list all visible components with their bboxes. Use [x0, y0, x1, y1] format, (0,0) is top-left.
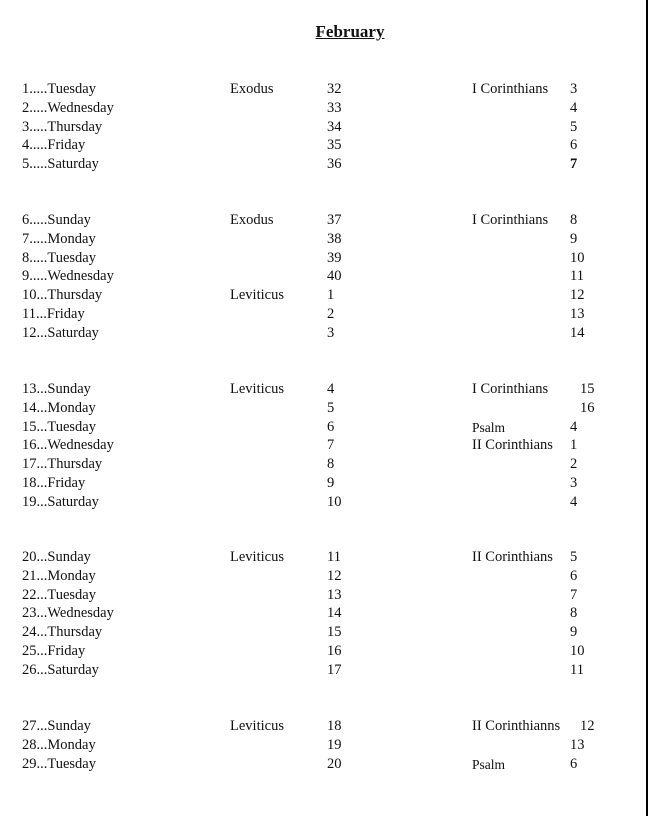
ot-chapter: 16: [327, 643, 342, 659]
day-label: 1.....Tuesday: [22, 81, 96, 97]
nt-chapter: 13: [570, 306, 585, 322]
ot-chapter: 8: [327, 456, 335, 473]
ot-book: Exodus: [230, 212, 274, 228]
nt-book: II Corinthianns: [472, 718, 561, 734]
nt-chapter: 1: [570, 437, 578, 454]
day-label: 27...Sunday: [22, 718, 91, 734]
ot-chapter: 15: [327, 624, 342, 641]
day-label: 14...Monday: [22, 399, 96, 416]
schedule-row: [0, 399, 650, 418]
schedule-row: [0, 249, 650, 268]
day-label: 22...Tuesday: [22, 586, 96, 603]
day-label: 10...Thursday: [22, 287, 103, 304]
page-title: February: [315, 22, 385, 41]
ot-chapter: 40: [327, 268, 342, 285]
schedule-row: [0, 324, 650, 343]
ot-chapter: 5: [327, 399, 335, 416]
schedule-row: [0, 755, 650, 774]
ot-chapter: 7: [327, 437, 335, 454]
ot-chapter: 10: [327, 493, 342, 510]
nt-chapter: 2: [570, 456, 578, 473]
day-label: 8.....Tuesday: [22, 249, 96, 266]
ot-chapter: 18: [327, 718, 342, 734]
nt-chapter: 12: [580, 718, 595, 734]
ot-chapter: 13: [327, 586, 342, 603]
day-label: 2.....Wednesday: [22, 99, 114, 116]
day-label: 26...Saturday: [22, 661, 99, 678]
nt-chapter: 12: [570, 287, 585, 304]
nt-chapter: 4: [570, 99, 578, 116]
ot-chapter: 4: [327, 381, 335, 397]
schedule-row: [0, 286, 650, 305]
day-label: 28...Monday: [22, 736, 96, 753]
day-label: 4.....Friday: [22, 137, 86, 154]
ot-chapter: 1: [327, 287, 335, 304]
ot-chapter: 37: [327, 212, 342, 228]
nt-chapter: 13: [570, 736, 585, 753]
ot-chapter: 38: [327, 230, 342, 247]
day-label: 15...Tuesday: [22, 418, 96, 435]
ot-chapter: 33: [327, 99, 342, 116]
schedule-row: [0, 567, 650, 586]
nt-chapter: 8: [570, 605, 578, 622]
schedule-row: [0, 155, 650, 174]
ot-book: Exodus: [230, 81, 274, 97]
ot-chapter: 35: [327, 137, 342, 154]
nt-chapter: 3: [570, 475, 578, 491]
ot-chapter: 3: [327, 324, 335, 341]
nt-chapter: 15: [580, 381, 595, 397]
schedule-row: [0, 642, 650, 661]
schedule-row: [0, 455, 650, 474]
schedule-row: [0, 474, 650, 493]
schedule-row: [0, 305, 650, 324]
day-label: 5.....Saturday: [22, 156, 99, 173]
ot-book: Leviticus: [230, 549, 284, 565]
nt-chapter: 11: [570, 661, 584, 678]
nt-chapter: 7: [570, 156, 578, 173]
schedule-row: [0, 436, 650, 455]
day-label: 9.....Wednesday: [22, 268, 114, 285]
nt-chapter: 6: [570, 755, 578, 772]
nt-chapter: 10: [570, 249, 585, 266]
nt-book: II Corinthians: [472, 549, 553, 565]
nt-book: Psalm: [472, 756, 506, 772]
nt-book: II Corinthians: [472, 437, 553, 454]
ot-chapter: 39: [327, 249, 342, 266]
ot-chapter: 17: [327, 661, 342, 678]
schedule-row: [0, 418, 650, 437]
schedule-row: [0, 230, 650, 249]
schedule-row: [0, 136, 650, 155]
nt-chapter: 9: [570, 624, 578, 641]
ot-book: Leviticus: [230, 718, 284, 734]
schedule-row: [0, 548, 650, 567]
day-label: 16...Wednesday: [22, 437, 114, 454]
ot-chapter: 19: [327, 736, 342, 753]
day-label: 7.....Monday: [22, 230, 96, 247]
schedule-row: [0, 118, 650, 137]
day-label: 29...Tuesday: [22, 755, 96, 772]
nt-chapter: 10: [570, 643, 585, 659]
nt-chapter: 6: [570, 567, 578, 584]
day-label: 19...Saturday: [22, 493, 99, 510]
day-label: 12...Saturday: [22, 324, 99, 341]
schedule-row: [0, 80, 650, 99]
schedule-row: [0, 623, 650, 642]
ot-chapter: 9: [327, 475, 335, 491]
ot-chapter: 20: [327, 755, 342, 772]
ot-chapter: 36: [327, 156, 342, 173]
day-label: 18...Friday: [22, 475, 86, 491]
day-label: 17...Thursday: [22, 456, 103, 473]
schedule-row: [0, 717, 650, 736]
day-label: 25...Friday: [22, 643, 86, 659]
schedule-row: [0, 736, 650, 755]
day-label: 20...Sunday: [22, 549, 91, 565]
day-label: 6.....Sunday: [22, 212, 91, 228]
nt-chapter: 9: [570, 230, 578, 247]
nt-book: I Corinthians: [472, 381, 549, 397]
schedule-row: [0, 604, 650, 623]
schedule-row: [0, 211, 650, 230]
ot-chapter: 11: [327, 549, 341, 565]
nt-book: I Corinthians: [472, 81, 549, 97]
schedule-row: [0, 493, 650, 512]
nt-chapter: 5: [570, 549, 578, 565]
ot-chapter: 32: [327, 81, 342, 97]
day-label: 13...Sunday: [22, 381, 91, 397]
ot-chapter: 14: [327, 605, 342, 622]
ot-chapter: 6: [327, 418, 335, 435]
day-label: 11...Friday: [22, 306, 85, 322]
schedule-row: [0, 586, 650, 605]
ot-book: Leviticus: [230, 381, 284, 397]
nt-chapter: 14: [570, 324, 585, 341]
schedule-row: [0, 661, 650, 680]
nt-chapter: 16: [580, 399, 595, 416]
ot-book: Leviticus: [230, 287, 284, 304]
ot-chapter: 2: [327, 306, 335, 322]
schedule-row: [0, 267, 650, 286]
day-label: 21...Monday: [22, 567, 96, 584]
ot-chapter: 12: [327, 567, 342, 584]
schedule-row: [0, 380, 650, 399]
nt-chapter: 6: [570, 137, 578, 154]
nt-chapter: 8: [570, 212, 578, 228]
nt-chapter: 4: [570, 493, 578, 510]
ot-chapter: 34: [327, 118, 342, 135]
day-label: 24...Thursday: [22, 624, 103, 641]
nt-chapter: 7: [570, 586, 578, 603]
nt-chapter: 11: [570, 268, 584, 285]
schedule-row: [0, 99, 650, 118]
nt-chapter: 4: [570, 418, 578, 435]
nt-book: I Corinthians: [472, 212, 549, 228]
day-label: 3.....Thursday: [22, 118, 103, 135]
nt-chapter: 3: [570, 81, 578, 97]
day-label: 23...Wednesday: [22, 605, 114, 622]
nt-chapter: 5: [570, 118, 578, 135]
nt-book: Psalm: [472, 419, 506, 435]
